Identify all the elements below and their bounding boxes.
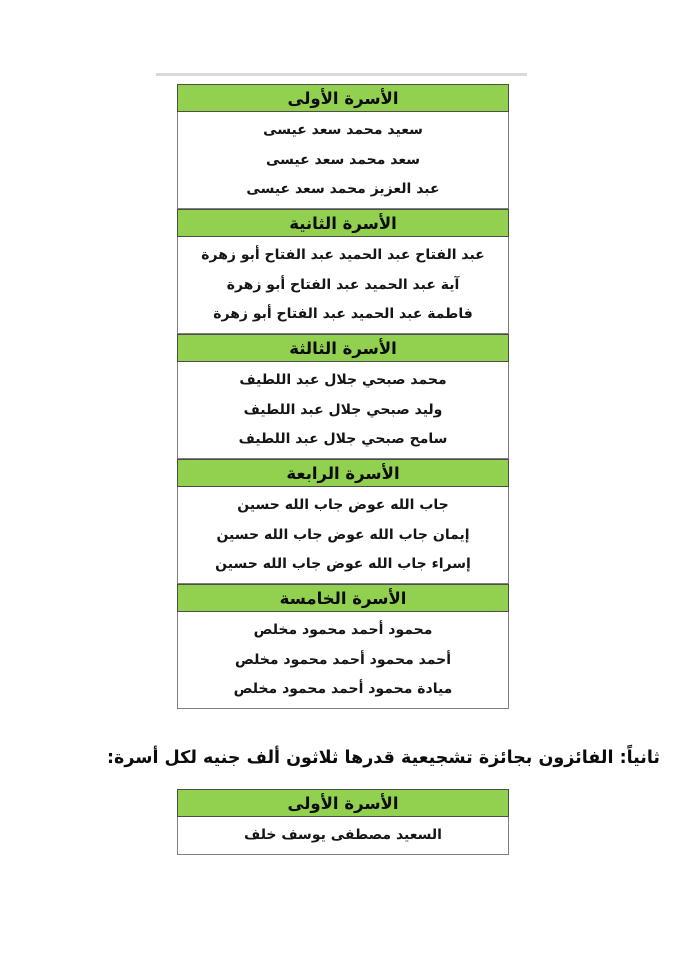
winner-name: وليد صبحي جلال عبد اللطيف (243, 401, 443, 418)
family-header-4: الأسرة الرابعة (177, 459, 509, 487)
winner-name: عبد الفتاح عبد الحميد عبد الفتاح أبو زهرة (201, 247, 485, 264)
section-two-heading: ثانياً: الفائزون بجائزة تشجيعية قدرها ثلاثون ألف جنيه لكل أسرة: (107, 748, 660, 768)
winner-name: سامح صبحي جلال عبد اللطيف (238, 430, 448, 447)
winner-name: محمود أحمد محمود مخلص (253, 622, 433, 639)
family-header-1: الأسرة الأولى (177, 84, 509, 112)
winner-name: السعيد مصطفى يوسف خلف (244, 827, 442, 844)
family-header-2: الأسرة الثانية (177, 209, 509, 237)
winner-name: آية عبد الحميد عبد الفتاح أبو زهرة (226, 276, 460, 293)
winner-name: محمد صبحي جلال عبد اللطيف (239, 372, 447, 389)
winner-name: أحمد محمود أحمد محمود مخلص (234, 651, 451, 668)
winner-name: فاطمة عبد الحميد عبد الفتاح أبو زهرة (213, 305, 473, 322)
encouragement-family-header-1: الأسرة الأولى (177, 789, 509, 817)
winner-name: إسراء جاب الله عوض جاب الله حسين (215, 555, 471, 572)
winner-name: سعد محمد سعد عيسى (265, 151, 421, 168)
winner-name: ميادة محمود أحمد محمود مخلص (233, 680, 453, 697)
family-4-names-cell (177, 487, 509, 584)
winner-name: جاب الله عوض جاب الله حسين (237, 497, 449, 514)
family-1-names-cell (177, 112, 509, 209)
family-3-names-cell (177, 362, 509, 459)
family-2-names-cell (177, 237, 509, 334)
family-header-3: الأسرة الثالثة (177, 334, 509, 362)
encouragement-family-1-names-cell (177, 817, 509, 855)
winner-name: إيمان جاب الله عوض جاب الله حسين (216, 526, 470, 543)
family-header-5: الأسرة الخامسة (177, 584, 509, 612)
encouragement-winners-table (177, 789, 509, 855)
winner-name: سعيد محمد سعد عيسى (263, 122, 423, 139)
top-divider-line (156, 73, 527, 76)
family-5-names-cell (177, 612, 509, 709)
winner-name: عبد العزيز محمد سعد عيسى (246, 180, 440, 197)
main-winners-table (177, 84, 509, 709)
